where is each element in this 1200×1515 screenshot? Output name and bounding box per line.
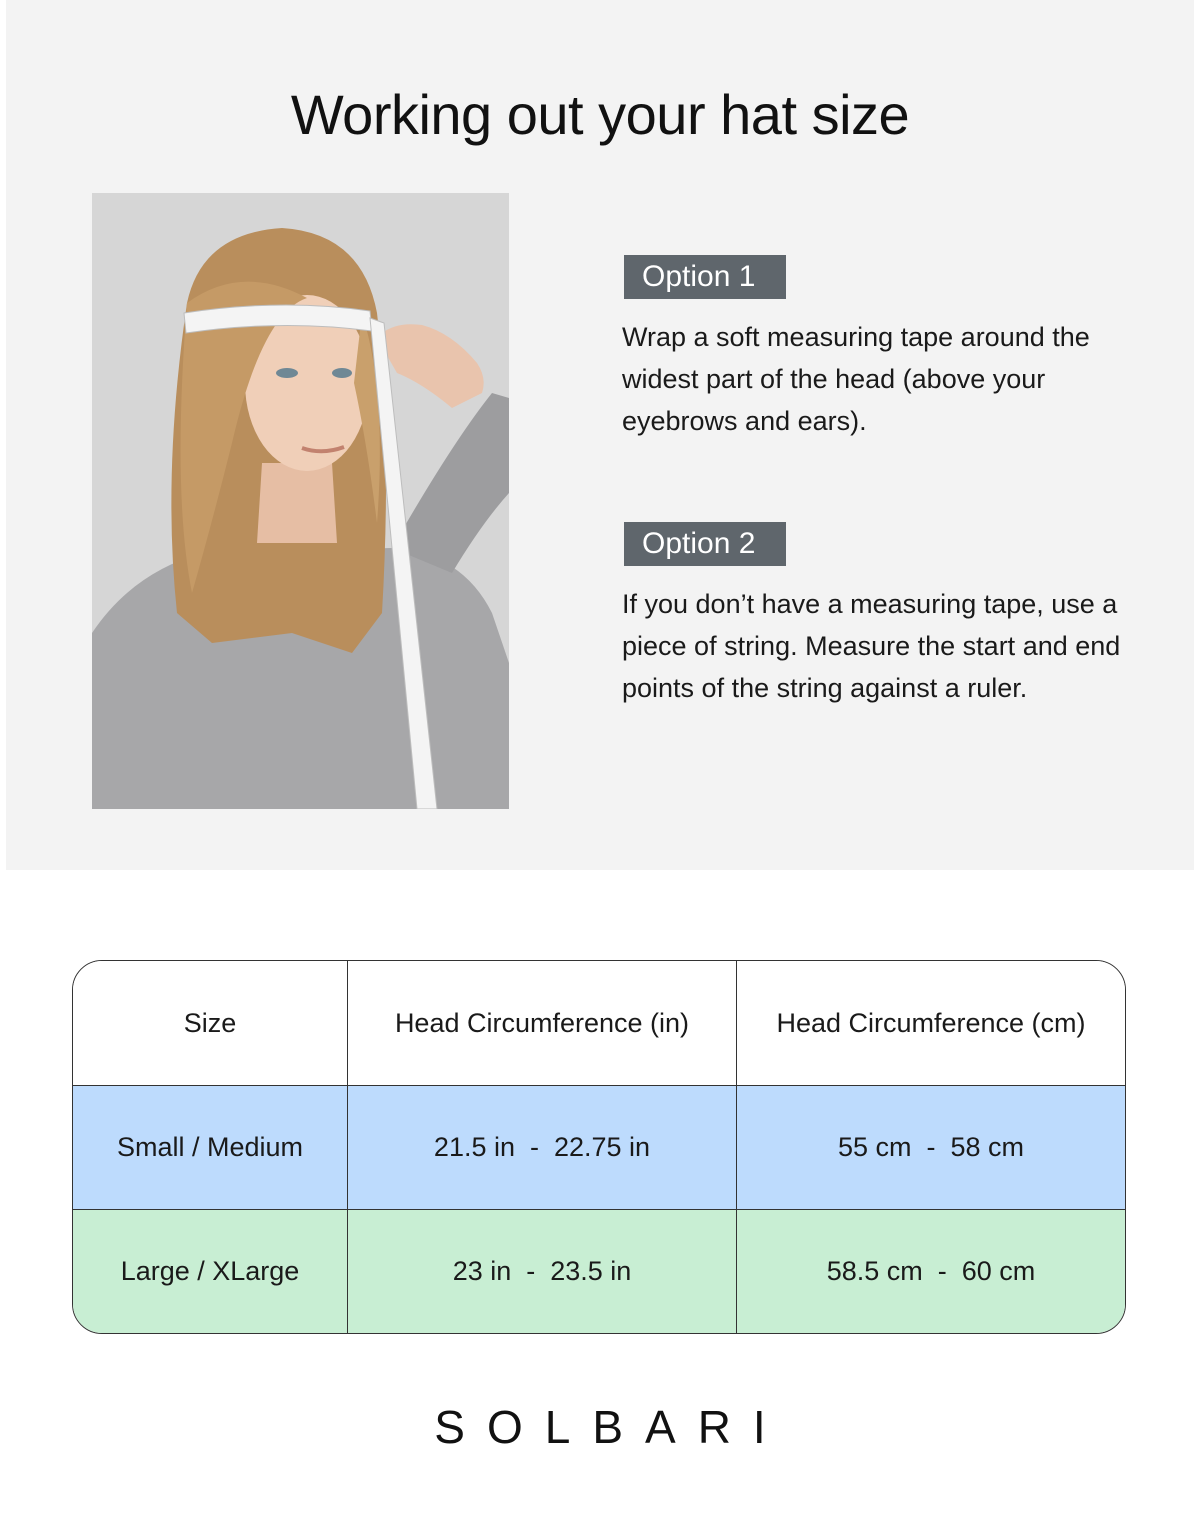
row-small-medium-cm: 55 cm - 58 cm: [737, 1086, 1125, 1210]
row-small-medium-size: Small / Medium: [73, 1086, 348, 1210]
option-1-badge: Option 1: [624, 255, 786, 299]
header-cell-size: Size: [73, 961, 348, 1086]
option-1-text: Wrap a soft measuring tape around the widest part of the head (above your eyebrows and ears).: [622, 322, 1090, 436]
brand-logo: SOLBARI: [434, 1401, 788, 1453]
size-chart-table: [72, 960, 1126, 1334]
row-small-medium-inches: 21.5 in - 22.75 in: [348, 1086, 737, 1210]
row-large-xlarge-size: Large / XLarge: [73, 1210, 348, 1333]
model-photo: [92, 193, 509, 809]
header-cell-inches: Head Circumference (in): [348, 961, 737, 1086]
option-2-text: If you don’t have a measuring tape, use a piece of string. Measure the start and end points of the string against a ruler.: [622, 589, 1121, 703]
row-large-xlarge-inches: 23 in - 23.5 in: [348, 1210, 737, 1333]
row-large-xlarge-cm: 58.5 cm - 60 cm: [737, 1210, 1125, 1333]
page-title: Working out your hat size: [290, 83, 910, 146]
header-cell-cm: Head Circumference (cm): [737, 961, 1125, 1086]
option-2-badge: Option 2: [624, 522, 786, 566]
